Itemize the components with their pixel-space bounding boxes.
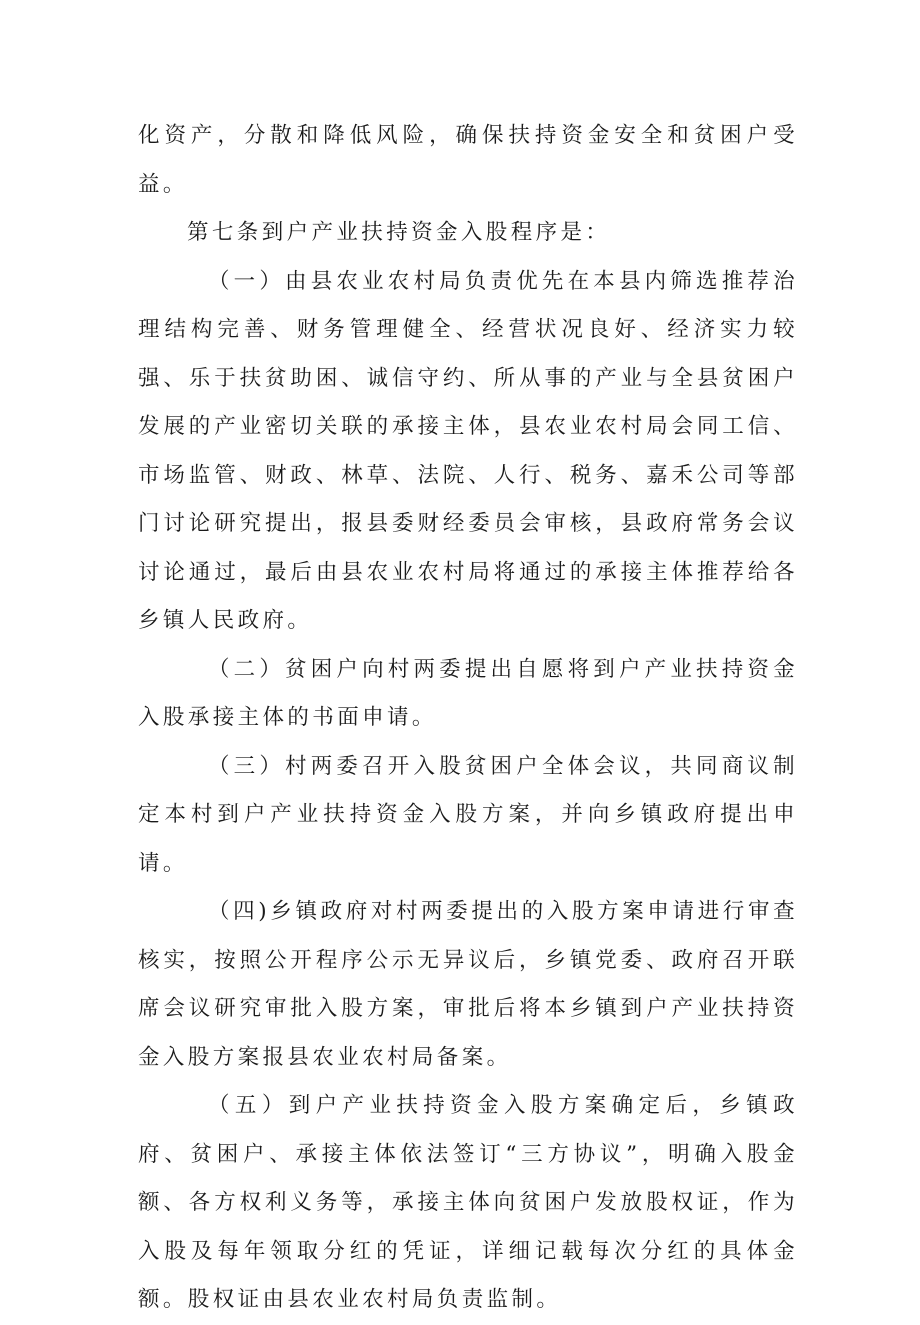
clause-four: （四)乡镇政府对村两委提出的入股方案申请进行审查核实，按照公开程序公示无异议后，乡镇党委、政府召开联席会议研究审批入股方案，审批后将本乡镇到户产业扶持资金入股方案报县农业农村局备案。 (138, 899, 798, 1070)
clause-three: （三）村两委召开入股贫困户全体会议，共同商议制定本村到户产业扶持资金入股方案，并向乡镇政府提出申请。 (138, 753, 798, 876)
paragraph-continuation: 化资产，分散和降低风险，确保扶持资金安全和贫困户受益。 (138, 123, 798, 197)
document-body (138, 112, 798, 1325)
clause-two: （二）贫困户向村两委提出自愿将到户产业扶持资金入股承接主体的书面申请。 (138, 656, 798, 730)
clause-five: （五）到户产业扶持资金入股方案确定后，乡镇政府、贫困户、承接主体依法签订“三方协议”，明确入股金额、各方权利义务等，承接主体向贫困户发放股权证，作为入股及每年领取分红的凭证，详细记载每次分红的具体金额。股权证由县农业农村局负责监制。 (138, 1093, 798, 1312)
clause-one: （一）由县农业农村局负责优先在本县内筛选推荐治理结构完善、财务管理健全、经营状况良好、经济实力较强、乐于扶贫助困、诚信守约、所从事的产业与全县贫困户发展的产业密切关联的承接主体，县农业农村局会同工信、市场监管、财政、林草、法院、人行、税务、嘉禾公司等部门讨论研究提出，报县委财经委员会审核，县政府常务会议讨论通过，最后由县农业农村局将通过的承接主体推荐给各乡镇人民政府。 (138, 268, 798, 633)
article-seven-heading: 第七条到户产业扶持资金入股程序是： (187, 220, 611, 245)
